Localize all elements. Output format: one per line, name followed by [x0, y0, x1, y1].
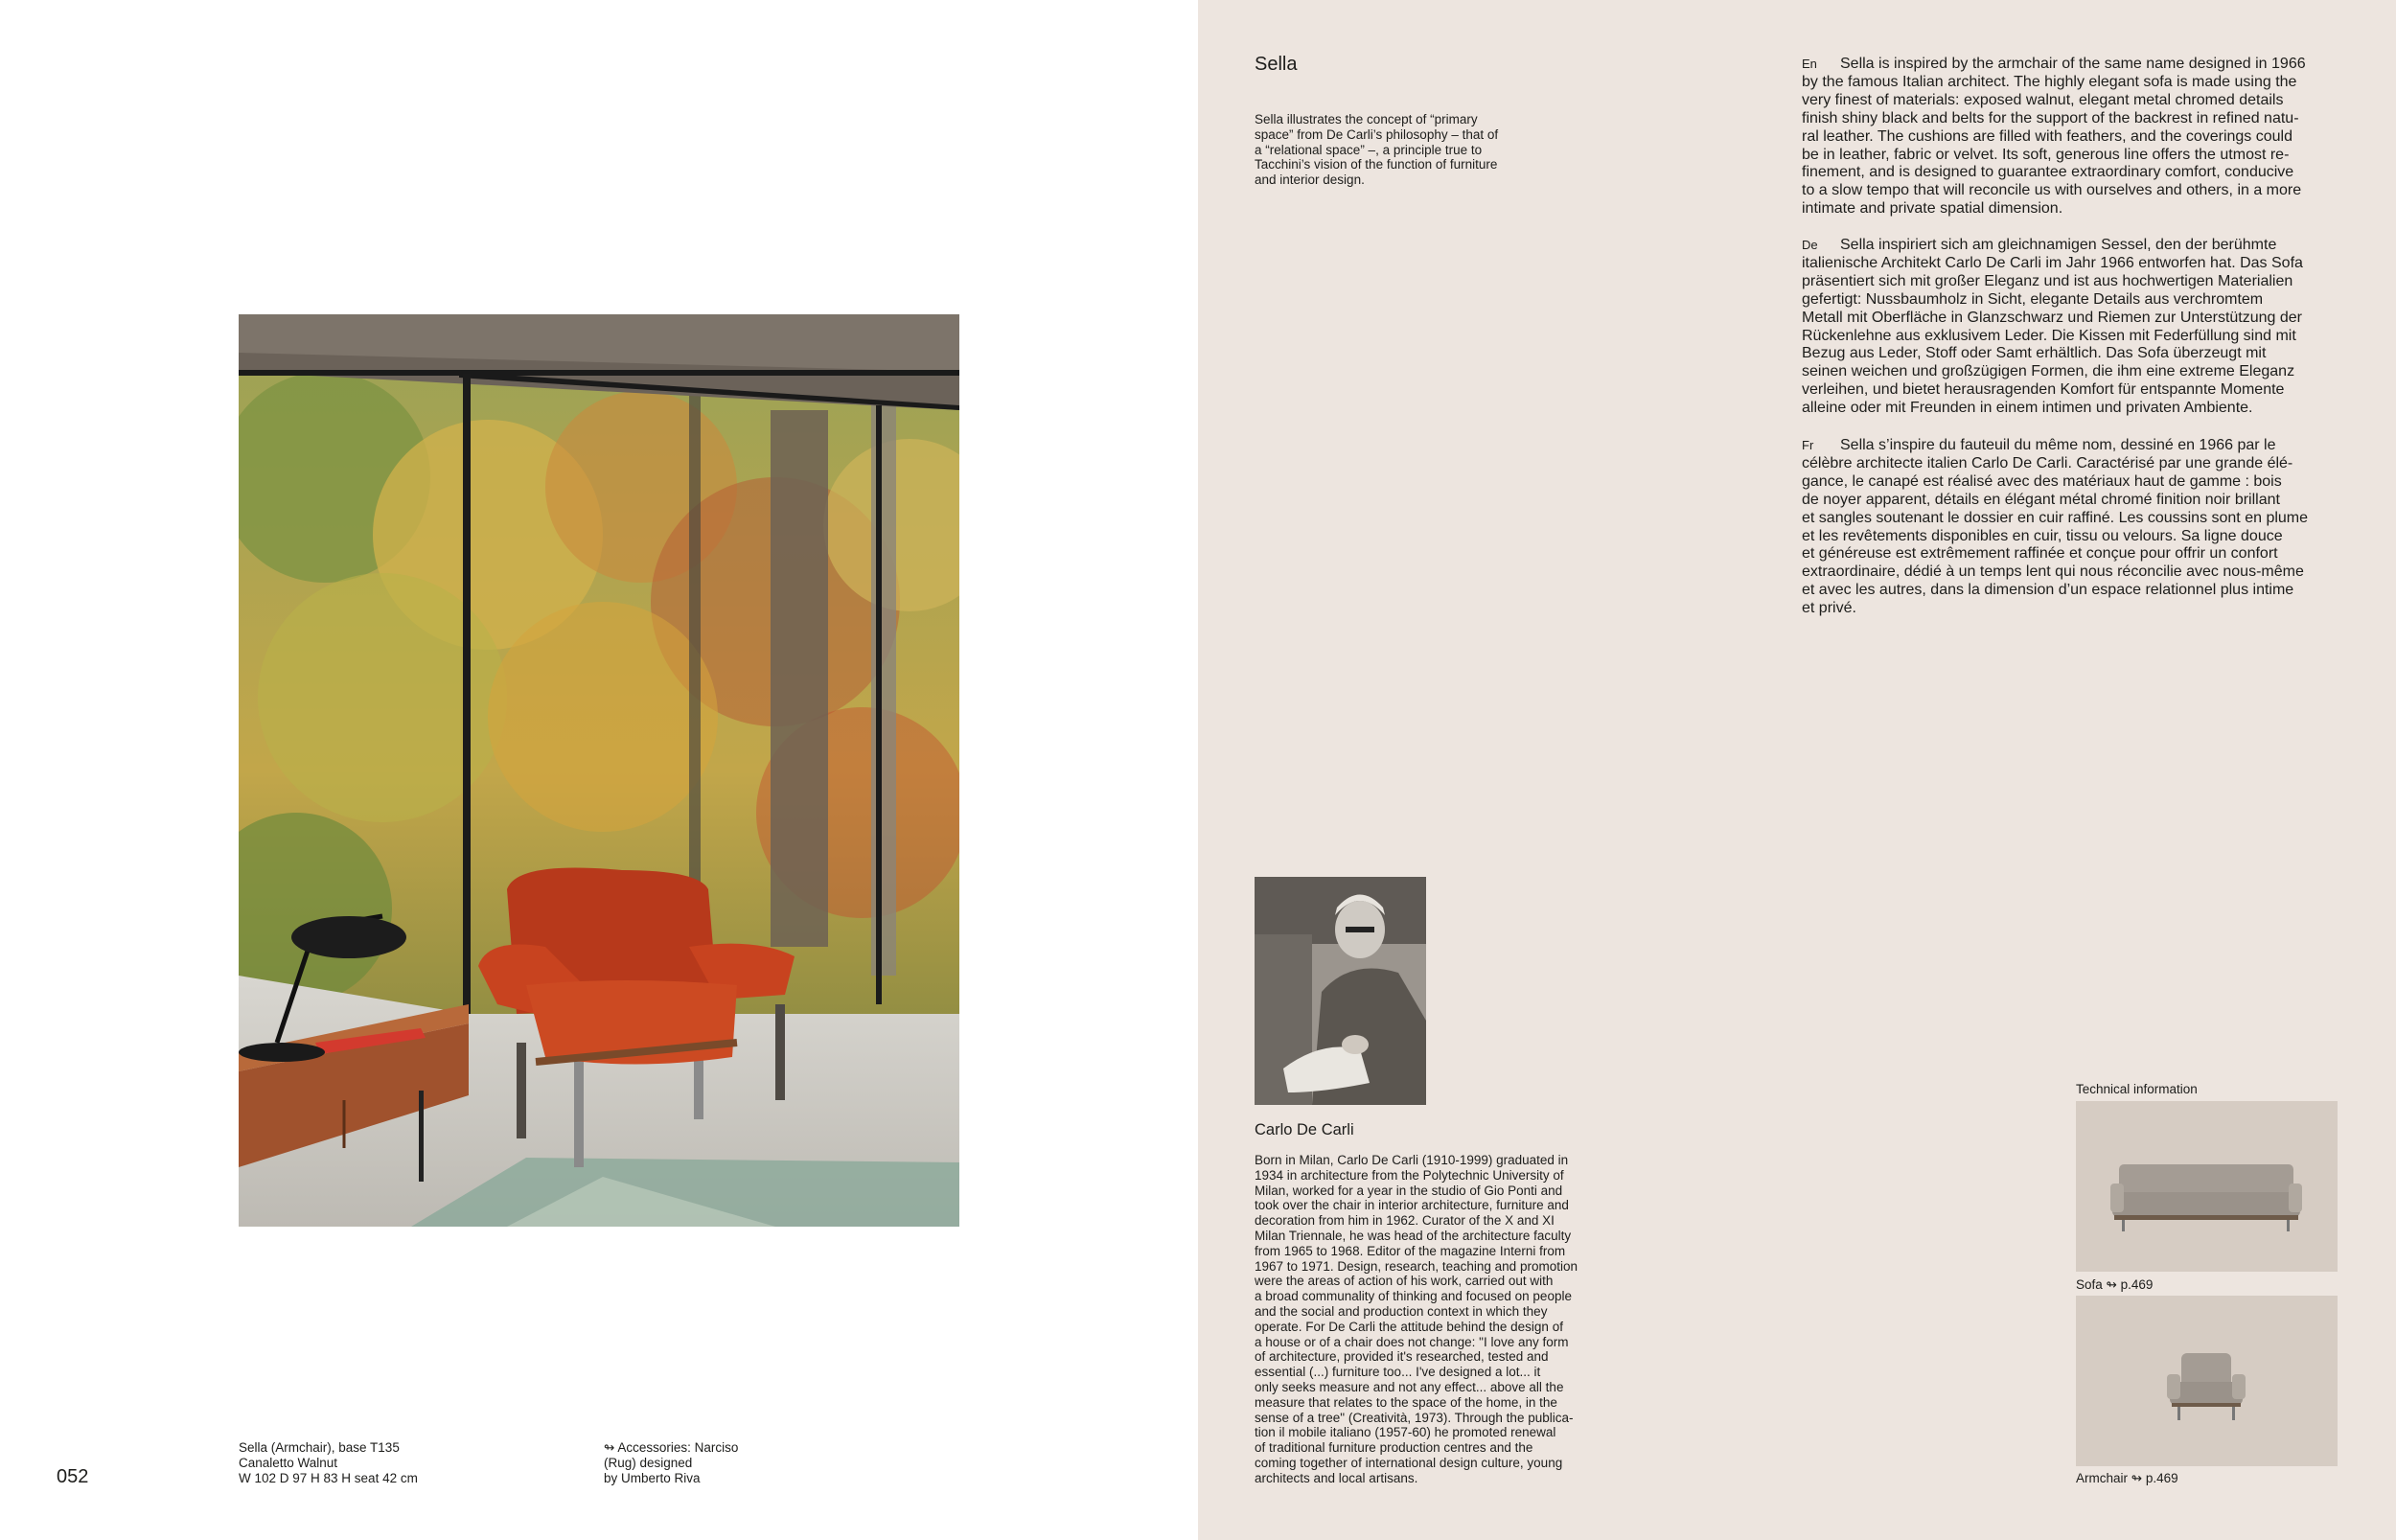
bio-line: architects and local artisans.: [1255, 1470, 1418, 1485]
caption-line: Sella (Armchair), base T135: [239, 1440, 400, 1455]
bio-line: Milan Triennale, he was head of the architecture faculty: [1255, 1228, 1572, 1243]
text-line: Fr Sella s’inspire du fauteuil du même nom, dessiné en 1966 par le: [1802, 437, 2276, 453]
caption-line: W 102 D 97 H 83 H seat 42 cm: [239, 1470, 418, 1485]
text-line: alleine oder mit Freunden in einem intimen und privaten Ambiente.: [1802, 400, 2253, 417]
text-line: gefertigt: Nussbaumholz in Sicht, elegante Details aus verchromtem: [1802, 290, 2264, 308]
accessories-caption: [604, 1440, 795, 1485]
english-description: [1802, 56, 2338, 218]
language-label: Fr: [1802, 438, 1814, 452]
bio-line: from 1965 to 1968. Editor of the magazine Interni from: [1255, 1243, 1566, 1258]
intro-text: [1255, 112, 1542, 188]
product-caption: [239, 1440, 488, 1485]
text-line: célèbre architecte italien Carlo De Carli. Caractérisé par une grande élé-: [1802, 454, 2293, 471]
text-line: et sangles soutenant le dossier en cuir raffiné. Les coussins sont en plume: [1802, 509, 2309, 526]
bio-line: Milan, worked for a year in the studio of Gio Ponti and: [1255, 1183, 1563, 1198]
intro-line: and interior design.: [1255, 172, 1365, 188]
text-line: finish shiny black and belts for the support of the backrest in refined natu-: [1802, 109, 2299, 126]
language-label: En: [1802, 57, 1817, 71]
text-line: Rückenlehne aus exklusivem Leder. Die Kissen mit Federfüllung sind mit: [1802, 327, 2296, 344]
text-line: präsentiert sich mit großer Eleganz und ist aus hochwertigen Materialien: [1802, 272, 2293, 289]
text-line: et privé.: [1802, 600, 1856, 617]
bio-line: essential (...) furniture too... I've designed a lot... it: [1255, 1365, 1541, 1380]
text-line: to a slow tempo that will reconcile us with ourselves and others, in a more: [1802, 182, 2302, 199]
intro-line: a “relational space” –, a principle true to: [1255, 142, 1483, 157]
bio-line: only seeks measure and not any effect... above all the: [1255, 1379, 1564, 1394]
text-line: gance, le canapé est réalisé avec des matériaux haut de gamme : bois: [1802, 472, 2282, 490]
bio-line: were the areas of action of his work, carried out with: [1255, 1274, 1554, 1289]
text-line: et généreuse est extrêmement raffinée et conçue pour offrir un confort: [1802, 545, 2278, 563]
text-line: Metall mit Oberfläche in Glanzschwarz und Riemen zur Unterstützung der: [1802, 309, 2302, 326]
bio-line: 1934 in architecture from the Polytechnic University of: [1255, 1167, 1564, 1183]
intro-line: Tacchini’s vision of the function of furniture: [1255, 157, 1498, 172]
text-line: verleihen, und bietet herausragenden Komfort für entspannte Momente: [1802, 381, 2285, 399]
bio-line: tion il mobile italiano (1957-60) he promoted renewal: [1255, 1425, 1556, 1440]
bio-line: a house or of a chair does not change: "I love any form: [1255, 1334, 1569, 1349]
text-line: by the famous Italian architect. The highly elegant sofa is made using the: [1802, 73, 2297, 90]
sofa-page-reference: Sofa ↬ p.469: [2076, 1277, 2154, 1292]
bio-line: operate. For De Carli the attitude behind the design of: [1255, 1319, 1563, 1334]
text-line: En Sella is inspired by the armchair of the same name designed in 1966: [1802, 56, 2306, 72]
bio-line: took over the chair in interior architecture, furniture and: [1255, 1198, 1569, 1213]
french-description: [1802, 437, 2338, 618]
bio-line: Born in Milan, Carlo De Carli (1910-1999) graduated in: [1255, 1153, 1569, 1167]
bio-line: of architecture, provided it's researched, tested and: [1255, 1349, 1549, 1365]
bio-line: sense of a tree" (Creatività, 1973). Through the publica-: [1255, 1410, 1574, 1425]
text-line: seinen weichen und großzügigen Formen, die ihm eine extreme Eleganz: [1802, 363, 2295, 380]
designer-portrait: [1255, 877, 1426, 1105]
text-line: italienische Architekt Carlo De Carli im Jahr 1966 entworfen hat. Das Sofa: [1802, 254, 2303, 271]
text-line: finement, and is designed to guarantee extraordinary comfort, conducive: [1802, 164, 2294, 181]
intro-line: space” from De Carli’s philosophy – that of: [1255, 126, 1499, 142]
bio-line: and the social and production context in which they: [1255, 1303, 1548, 1319]
intro-line: Sella illustrates the concept of “primary: [1255, 112, 1478, 126]
bio-line: a broad communality of thinking and focused on people: [1255, 1289, 1572, 1304]
caption-line: (Rug) designed: [604, 1455, 693, 1470]
text-line: intimate and private spatial dimension.: [1802, 200, 2063, 218]
text-line: ral leather. The cushions are filled with feathers, and the coverings could: [1802, 127, 2292, 145]
text-line: et les revêtements disponibles en cuir, tissu ou velours. Sa ligne douce: [1802, 527, 2283, 544]
text-line: De Sella inspiriert sich am gleichnamigen Sessel, den der berühmte: [1802, 237, 2277, 253]
text-line: be in leather, fabric or velvet. Its soft, generous line offers the utmost re-: [1802, 146, 2290, 163]
designer-name: Carlo De Carli: [1255, 1121, 1354, 1138]
caption-line: Canaletto Walnut: [239, 1455, 338, 1470]
technical-info-heading: Technical information: [2076, 1082, 2198, 1096]
language-label: De: [1802, 238, 1818, 252]
product-title: Sella: [1255, 54, 1298, 75]
page-number: 052: [57, 1466, 89, 1487]
text-line: extraordinaire, dédié à un temps lent qui nous réconcilie avec nous-même: [1802, 563, 2304, 581]
text-line: very finest of materials: exposed walnut, elegant metal chromed details: [1802, 91, 2284, 108]
text-line: Bezug aus Leder, Stoff oder Samt erhältlich. Das Sofa überzeugt mit: [1802, 345, 2267, 362]
armchair-page-reference: Armchair ↬ p.469: [2076, 1471, 2178, 1485]
armchair-thumbnail: [2076, 1296, 2338, 1466]
bio-line: coming together of international design culture, young: [1255, 1455, 1563, 1470]
designer-bio: [1255, 1153, 1619, 1486]
bio-line: decoration from him in 1962. Curator of the X and XI: [1255, 1213, 1555, 1229]
caption-line: ↬ Accessories: Narciso: [604, 1440, 739, 1455]
bio-line: 1967 to 1971. Design, research, teaching and promotion: [1255, 1258, 1578, 1274]
sofa-thumbnail: [2076, 1101, 2338, 1272]
text-line: de noyer apparent, détails en élégant métal chromé finition noir brillant: [1802, 491, 2280, 508]
german-description: [1802, 237, 2338, 418]
armchair-room-photo: [239, 314, 959, 1227]
caption-line: by Umberto Riva: [604, 1470, 701, 1485]
text-line: et avec les autres, dans la dimension d’un espace relationnel plus intime: [1802, 582, 2294, 599]
bio-line: of traditional furniture production centres and the: [1255, 1440, 1533, 1456]
bio-line: measure that relates to the space of the home, in the: [1255, 1394, 1557, 1410]
